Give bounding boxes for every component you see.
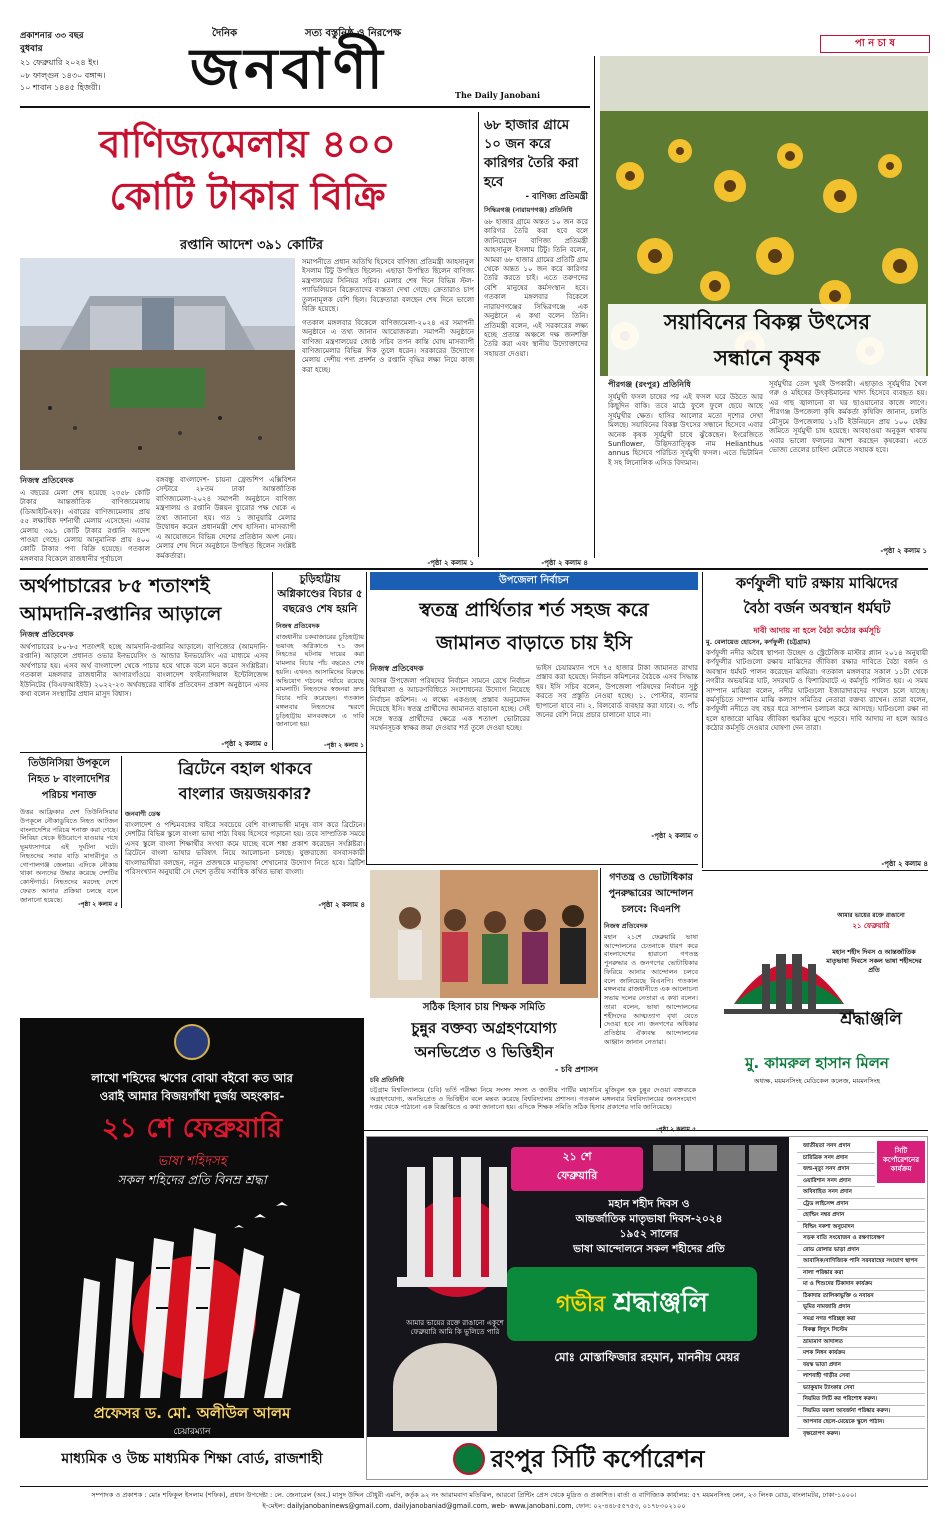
service-item: হোল্ডিং নম্বর প্রদান bbox=[797, 1210, 925, 1222]
lead-body-col3: সমাপনীতে প্রধান অতিথি হিসেবে বাণিজ্য প্রতিমন্ত্রী আহসানুল ইসলাম টিটু উপস্থিত ছিলেন। এছাড়া উপস্থিত ছিলেন বাণিজ্য মন্ত্রণালয়ের সিনিয়র সচিব। মেলার শেষ দিনে বিভিন্ন স্টল-প্যাভিলিয়নে বিক্রেতাদের ব্যস্ততা দেখা গেছে। ক্রেতারাও চাপ তুলনামূলক বেশি ছিল। বিক্রেতারা বলছেন শেষ দিনে ভালো বিক্রি হয়েছে। গতকাল মঙ্গলবার বিকেলে বাণিজ্যমেলা-২০২৪ এর সমাপনী অনুষ্ঠানে এ তথ্য জানান আয়োজকরা। সমাপনী অনুষ্ঠানে বাণিজ্য মন্ত্রণালয়ের জ্যেষ্ঠ সচিব তপন কান্তি ঘোষ মাসব্যাপী বাণিজ্যমেলার বিভিন্ন দিক তুলে ধরেন। সরকারের উদ্যোগে মেলায় দেশীয় পণ্য প্রদর্শন ও রপ্তানি বৃদ্ধির লক্ষ্য নিয়ে কাজ করা হচ্ছে। bbox=[302, 258, 474, 374]
service-item: রোড রোলার ভাড়া প্রদান bbox=[797, 1245, 925, 1257]
farm-headline[interactable] bbox=[608, 304, 926, 378]
election-tag: উপজেলা নির্বাচন bbox=[370, 572, 698, 590]
board-line2: ওরাই আমার বিজয়গাঁথা দুর্জয় অহংকার- bbox=[99, 1089, 285, 1103]
board-role: চেয়ারম্যান bbox=[173, 1427, 211, 1437]
service-item: নিয়মিত ময়লা আবর্জনা পরিষ্কার করুন। bbox=[797, 1406, 925, 1418]
teacher-body: চট্টগ্রাম বিশ্ববিদ্যালয়ে (চবি) ভর্তি পরীক্ষা নিয়ে সংসদ সদস্য ও জাতীয় পার্টির মহাসচিব মুজিবুল হক চুন্নুর দেওয়া বক্তব্যকে অগ্রহণযোগ্য, অনভিপ্রেত ও ভিত্তিহীন বলে মন্তব্য করেছে বিশ্ববিদ্যালয় প্রশাসন। গতকাল মঙ্গলবার বিশ্ববিদ্যালয়ের জনসংযোগ দপ্তর থেকে পাঠানো এক বিজ্ঞপ্তিতে এ কথা জানানো হয়। এদিকে শিক্ষক সমিতি সঠিক হিসাব প্রকাশের দাবি জানিয়েছে। bbox=[370, 1085, 696, 1112]
fair-photo bbox=[20, 258, 295, 470]
ad-memorial-name: মু. কামরুল হাসান মিলন bbox=[745, 1054, 889, 1072]
tunisia-continued[interactable]: -পৃষ্ঠা ২ কলাম ৫ bbox=[77, 901, 118, 908]
date-hijri: ১০ শাবান ১৪৪৫ হিজরী। bbox=[20, 82, 101, 92]
monument-illustration bbox=[44, 1198, 340, 1398]
training-continued[interactable]: -পৃষ্ঠা ২ কলাম ৪ bbox=[541, 559, 588, 567]
service-item: মশক নিধন কার্যক্রম bbox=[797, 1348, 925, 1360]
ad-memorial-top: আমার ভায়ের রক্তে রাঙানো bbox=[837, 912, 905, 919]
service-item: চারিত্রিক সনদ প্রদান bbox=[797, 1153, 875, 1165]
karnaphuli-continued[interactable]: -পৃষ্ঠা ২ কলাম ৪ bbox=[881, 860, 928, 868]
rangpur-service-list bbox=[797, 1141, 925, 1452]
footer-imprint: সম্পাদক ও প্রকাশক : মোঃ শফিকুল ইসলাম (শফিক), প্রধান উপদেষ্টা : লে. জেনারেল (অব.) মাসুদ উদ্দিন চৌধুরী এমপি, কর্তৃক ৯২ নং আরামবাগ মতিঝিল, আরবো প্রিন্টিং প্রেস থেকে মুদ্রিত ও প্রকাশিত। বার্তা ও বাণিজ্যিক কার্যালয়: ৫৭ ময়মনসিংহ লেন, ২৩ লিংক রোড, বাংলামটর, ঢাকা-১০০০। bbox=[91, 1491, 857, 1499]
rangpur-services-box bbox=[793, 1137, 927, 1437]
section-tag: পা ন চা ষ bbox=[820, 35, 930, 53]
teacher-body-block bbox=[370, 1076, 696, 1124]
service-item: আপনার ছেলে-মেয়েকে স্কুলে পাঠান। bbox=[797, 1417, 925, 1429]
mayor-portrait bbox=[393, 1343, 497, 1431]
board-sub1: ভাষা শহিদসহ bbox=[157, 1154, 227, 1169]
bnp-body: মহান ২১শে ফেব্রুয়ারি ভাষা আন্দোলনের চেতনাকে ধারণ করে বাংলাদেশের হারানো গণতন্ত্র পুনরুদ্ধার ও জনগণের ভোটাধিকার ফিরিয়ে আনার আন্দোলন চলবে বলে জানিয়েছে বিএনপি। গতকাল মঙ্গলবার রাজধানীতে এক আলোচনা সভায় দলের নেতারা এ কথা বলেন। তারা বলেন, ভাষা আন্দোলনের শহীদদের আত্মত্যাগ বৃথা যেতে দেওয়া হবে না। জনগণের অধিকার প্রতিষ্ঠায় ঐক্যবদ্ধ আন্দোলনের আহ্বান জানান নেতারা। bbox=[604, 932, 698, 1046]
weekday: বুধবার bbox=[20, 44, 43, 55]
training-body: ৬৮ হাজার গ্রামে অন্তত ১০ জন করে কারিগর তৈরি করা হবে বলে জানিয়েছেন বাণিজ্য প্রতিমন্ত্রী আহসানুল ইসলাম টিটু। তিনি বলেন, আমরা ৬৮ হাজার গ্রামের প্রতিটি গ্রাম থেকে অন্তত ১০ জন করে কারিগর তৈরি করতে চাই। এতে তরুণদের বেশি মানুষের কর্মসংস্থান হবে। গতকাল মঙ্গলবার বিকেলে নারায়ণগঞ্জের সিদ্ধিরগঞ্জে এক অনুষ্ঠানে এ কথা বলেন তিনি। প্রতিমন্ত্রী বলেন, এই সরকারের লক্ষ্য হচ্ছে প্রত্যন্ত অঞ্চলে দক্ষ জনশক্তি তৈরি করা এবং স্থানীয় উদ্যোক্তাদের সহায়তা দেওয়া। bbox=[484, 217, 588, 358]
service-item: সড়ক বাতি সংযোজন ও রক্ষণাবেক্ষণ bbox=[797, 1233, 925, 1245]
import-byline: নিজস্ব প্রতিবেদক bbox=[20, 630, 74, 639]
service-item: লাশবাহী গাড়ীর সেবা bbox=[797, 1371, 925, 1383]
lead-headline[interactable] bbox=[20, 118, 475, 228]
britain-headline[interactable]: ব্রিটেনে বহাল থাকবে বাংলার জয়জয়কার? bbox=[178, 759, 312, 803]
rangpur-mayor: মোঃ মোস্তাফিজার রহমান, মাননীয় মেয়র bbox=[554, 1350, 740, 1364]
farm-byline: পীরগঞ্জ (রংপুর) প্রতিনিধি bbox=[608, 380, 691, 389]
training-byline: সিদ্ধিরগঞ্জ (নারায়ণগঞ্জ) প্রতিনিধি bbox=[484, 206, 573, 214]
farm-headline-line1: সয়াবিনের বিকল্প উৎসের bbox=[664, 310, 870, 334]
service-item: ঠিকাদার তালিকাভুক্তি ও নবায়ন bbox=[797, 1291, 925, 1303]
teacher-photo bbox=[370, 870, 598, 998]
import-body: অর্থপাচারের ৮০-৮৫ শতাংশই হচ্ছে আমদানি-রপ্তানির আড়ালে। বাণিজ্যের (আমদানি-রপ্তানি) আড়ালে প্রধানত ওভার ইনভয়েসিং ও আন্ডার ইনভয়েসিং এর মাধ্যমে এসব অর্থপাচার হয়। এসব অর্থ বাংলাদেশ থেকে পাচার হয়ে থাকে বলে মনে করেন সংশ্লিষ্টরা। গতকাল মঙ্গলবার রাজধানীর আগারগাঁওয়ে বাংলাদেশ ফাইন্যান্সিয়াল ইন্টেলিজেন্স ইউনিটের (বিএফআইইউ) ২০২২-২৩ অর্থবছরের বার্ষিক প্রতিবেদন প্রকাশ অনুষ্ঠানে এসব কথা বলেন সংস্থাটির প্রধান মাসুদ বিশ্বাস। bbox=[20, 642, 268, 698]
ad-memorial[interactable] bbox=[706, 874, 928, 1134]
import-body-block bbox=[20, 630, 268, 738]
election-body-col1: নিজস্ব প্রতিবেদক আসন্ন উপজেলা পরিষদের নির্বাচন সামনে রেখে নির্বাচন বিধিমালা ও আচরণবিধিতে সংশোধনের উদ্যোগ নিয়েছে নির্বাচন কমিশন। এ লক্ষ্যে একগুচ্ছ প্রস্তাব অনুমোদন দিয়েছে ইসি। স্বতন্ত্র প্রার্থীদের জামানত বাড়ানো হচ্ছে। সেই সঙ্গে স্বতন্ত্র প্রার্থীদের ক্ষেত্রে এক শতাংশ ভোটারের সমর্থনসূচক স্বাক্ষর জমা দেওয়ার শর্ত তুলে দেওয়া হচ্ছে। bbox=[370, 664, 530, 732]
board-name: প্রফেসর ড. মো. অলীউল আলম bbox=[93, 1404, 291, 1422]
service-item: বিল্ডিং নকশা অনুমোদন bbox=[797, 1222, 925, 1234]
service-item: মা ও শিশুদের টিকাদান কার্যক্রম bbox=[797, 1279, 925, 1291]
britain-body-block bbox=[125, 810, 365, 900]
service-item: ভ্যাকুয়াম ট্যাংকার সেবা bbox=[797, 1383, 925, 1395]
lead-continued[interactable]: -পৃষ্ঠা ২ কলাম ১ bbox=[427, 559, 474, 567]
import-continued[interactable]: -পৃষ্ঠা ২ কলাম ৫ bbox=[221, 740, 268, 748]
bnp-headline[interactable]: গণতন্ত্র ও ভোটাধিকার পুনরুদ্ধারের আন্দোলন চলবে: বিএনপি bbox=[608, 872, 694, 915]
dateline bbox=[20, 30, 185, 100]
lead-subhead: রপ্তানি আদেশ ৩৯১ কোটির bbox=[180, 238, 323, 253]
dainik: দৈনিক bbox=[212, 28, 238, 39]
ad-rangpur-city[interactable] bbox=[366, 1136, 928, 1480]
rangpur-box-title: সিটি কর্পোরেশনের কার্যক্রম bbox=[877, 1141, 925, 1183]
board-logo bbox=[174, 1024, 210, 1060]
board-line1: লাখো শহিদের ঋণের বোঝা বইবো কত আর bbox=[91, 1071, 293, 1085]
fair-building-illustration bbox=[20, 258, 295, 470]
date-bn: ০৮ ফাল্গুন ১৪৩০ বঙ্গাব্দ। bbox=[20, 70, 106, 80]
service-item: নিয়মিত সিটি কর পরিশোধ করুন। bbox=[797, 1394, 925, 1406]
ad-memorial-date: ২১ ফেব্রুয়ারি bbox=[852, 922, 890, 930]
rangpur-portraits bbox=[653, 1145, 785, 1195]
rangpur-corp-logo bbox=[453, 1443, 485, 1475]
ad-education-board[interactable] bbox=[20, 1018, 364, 1480]
bnp-body-block bbox=[604, 922, 698, 1046]
lead-body-col1: এ বছরের মেলা শেষ হয়েছে ২৩৫৮ কোটি টাকার আন্তর্জাতিক বাণিজ্যমেলায় (ডিআইটিএফ)। এবারের বাণিজ্যমেলায় প্রায় ৫৫ লক্ষাধিক দর্শনার্থী মেলায় এসেছেন। এবার মেলায় ৩৯১ কোটি টাকার রপ্তানি আদেশ পাওয়া গেছে। মেলায় আনুমানিক প্রায় ৪০০ কোটি টাকার পণ্য বিক্রি হয়েছে। গতকাল মঙ্গলবার বিকেলে রাজধানীর পূর্বাচলে bbox=[20, 488, 150, 563]
board-date: ২১ শে ফেব্রুয়ারি bbox=[101, 1113, 283, 1144]
service-item: ওয়ারিশান সনদ প্রদান bbox=[797, 1176, 875, 1188]
election-continued[interactable]: -পৃষ্ঠা ২ কলাম ৩ bbox=[651, 832, 698, 840]
service-item: জাতীয়তা সনদ প্রদান bbox=[797, 1141, 875, 1153]
bnp-byline: নিজস্ব প্রতিবেদক bbox=[604, 922, 648, 930]
britain-continued[interactable]: -পৃষ্ঠা ২ কলাম ৪ bbox=[318, 901, 365, 909]
britain-body: বাংলাদেশ ও পশ্চিমবঙ্গের বাইরে সবচেয়ে বেশি বাংলাভাষী মানুষ বাস করে ব্রিটেনে। দেশটির বিভিন্ন স্কুলে বাংলা ভাষা পাঠ্য বিষয় হিসেবে পড়ানো হয়। তবে সাম্প্রতিক সময়ে এসব স্কুলে বাংলা শিক্ষার্থীর সংখ্যা কমে যাচ্ছে বলে শঙ্কা প্রকাশ করেছেন সংশ্লিষ্টরা। ব্রিটেনে বাংলা ভাষার ভবিষ্যৎ নিয়ে আলোচনা চলছে। যুক্তরাজ্যে বসবাসকারী বাংলাভাষীরা বলছেন, নতুন প্রজন্মকে মাতৃভাষা শেখানোর উদ্যোগ নিতে হবে। ব্রিটিশ পরিসংখ্যান অনুযায়ী সে দেশে তৃতীয় সর্বাধিক কথিত ভাষা বাংলা। bbox=[125, 820, 365, 876]
ad-memorial-shraddha: শ্রদ্ধাঞ্জলি bbox=[840, 1009, 902, 1029]
karnaphuli-body-block bbox=[706, 638, 928, 858]
year-line: প্রকাশনার ৩৩ বছর bbox=[20, 31, 84, 41]
training-headline[interactable]: ৬৮ হাজার গ্রামে ১০ জন করে কারিগর তৈরি করা হবে bbox=[484, 118, 579, 190]
logo-text: জনবাণী bbox=[190, 36, 387, 102]
footer-contact: ই-মেইল: dailyjanobaninews@gmail.com, dailyjanobaniad@gmail.com, web- www.janobani.com, ফোন: ০২-৪৪৮৫৫৭৫৩, ০১৭৮৩০২১০০ bbox=[262, 1501, 686, 1510]
rangpur-verse: আমার ভায়ের রক্তে রাঙানো একুশে ফেব্রুয়ারি আমি কি ভুলিতে পারি bbox=[406, 1319, 504, 1337]
lead-body-col2: বঙ্গবন্ধু বাংলাদেশ- চায়না ফ্রেন্ডশিপ এক্সিবিশন সেন্টারে ২৮তম ঢাকা আন্তর্জাতিক বাণিজ্যমেলা-২০২৪ সমাপনী অনুষ্ঠানে বাণিজ্য মন্ত্রণালয় ও রপ্তানি উন্নয়ন ব্যুরোর পক্ষ থেকে এ তথ্য জানানো হয়। গত ১ জানুয়ারি মেলার উদ্বোধন করেন প্রধানমন্ত্রী শেখ হাসিনা। মাসব্যাপী এ আয়োজনে বিভিন্ন দেশের প্রতিষ্ঠান অংশ নেয়। মেলার শেষ দিনে অনুষ্ঠানে উপস্থিত ছিলেন সংশ্লিষ্ট কর্মকর্তারা। bbox=[156, 476, 296, 560]
karnaphuli-byline: মু. বেলায়েত হোসেন, কর্ণফুলী (চট্টগ্রাম) bbox=[706, 638, 811, 646]
lead-headline-line1: বাণিজ্যমেলায় ৪০০ bbox=[99, 121, 396, 166]
service-item: নালা পরিষ্কার করা bbox=[797, 1268, 925, 1280]
election-headline[interactable] bbox=[370, 594, 698, 660]
rangpur-date-box: ২১ শে ফেব্রুয়ারি bbox=[511, 1147, 643, 1191]
karnaphuli-subhead: দাবী আদায় না হলে বৈঠা কঠোর কর্মসূচি bbox=[753, 626, 881, 635]
rangpur-banner bbox=[367, 1137, 789, 1437]
rangpur-shraddha: গভীর শ্রদ্ধাঞ্জলি bbox=[507, 1267, 757, 1341]
lead-byline: নিজস্ব প্রতিবেদক bbox=[20, 476, 74, 485]
election-headline-line1: স্বতন্ত্র প্রার্থিতার শর্ত সহজ করে bbox=[419, 599, 649, 621]
import-headline-line1: অর্থপাচারের ৮৫ শতাংশই bbox=[20, 575, 210, 597]
ad-memorial-title: অধ্যক্ষ, ময়মনসিংহ মেডিকেল কলেজ, ময়মনসিংহ bbox=[753, 1077, 881, 1085]
chur-byline: নিজস্ব প্রতিবেদক bbox=[276, 622, 320, 630]
import-headline[interactable] bbox=[20, 572, 270, 628]
teacher-source: - চবি প্রশাসন bbox=[554, 1065, 598, 1074]
training-body-block bbox=[484, 206, 588, 556]
teacher-byline: চবি প্রতিনিধি bbox=[370, 1076, 405, 1084]
lead-headline-line2: কোটি টাকার বিক্রি bbox=[109, 173, 386, 218]
rangpur-corp-bar bbox=[367, 1439, 927, 1479]
service-item: আবাসিক/বাণিজ্যিক পানি সরবরাহের সংযোগ স্থাপন bbox=[797, 1256, 925, 1268]
service-item: ট্রেড লাইসেন্স প্রদান bbox=[797, 1199, 925, 1211]
service-item: সমগ্র নগর পরিচ্ছন্ন করা bbox=[797, 1314, 925, 1326]
board-org: মাধ্যমিক ও উচ্চ মাধ্যমিক শিক্ষা বোর্ড, রাজশাহী bbox=[20, 1438, 364, 1480]
farm-body-col1: পীরগঞ্জ (রংপুর) প্রতিনিধি সূর্যমুখী ফসল চাষের পর এই ফসল ঘরে উঠতে আর কিছুদিন বাকি। তবে মাঠে ফুলে ফুলে ছেয়ে আছে সূর্যমুখীর ক্ষেত। হাসির আলোর মতো দৃশ্যের দেখা মিলছে। সয়াবিনের বিকল্প উৎসের সন্ধানে হিসেবে এবার অনেক কৃষক সূর্যমুখী চাষে ঝুঁকেছেন। ইংরেজিতে Sunflower, উদ্ভিদতাত্ত্বিক নাম Helianthus annus হিসেবে পরিচিত সূর্যমুখী ফসল। এতে ভিটামিন ই সহ লিনোলিক এসিড বিদ্যমান। bbox=[608, 380, 763, 467]
chur-body: রাজধানীর চকবাজারের চুড়িহাট্টায় ভয়াবহ অগ্নিকাণ্ডে ৭১ জন নিহতের ঘটনায় দায়ের করা মামলার বিচার পাঁচ বছরেও শেষ হয়নি। এখনও আসামিদের বিরুদ্ধে অভিযোগ গঠনের পর্যায়ে রয়েছে মামলাটি। নিহতদের স্বজনরা দ্রুত বিচার দাবি করেছেন। গতকাল মঙ্গলবার নিহতদের স্মরণে চুড়িহাট্টায় মানববন্ধনে এ দাবি জানানো হয়। bbox=[276, 632, 364, 729]
teacher-headline[interactable]: চুন্নুর বক্তব্য অগ্রহণযোগ্য অনভিপ্রেত ও ভিত্তিহীন bbox=[411, 1019, 557, 1061]
service-item: বয়স্ক ভাতা প্রদান bbox=[797, 1360, 925, 1372]
karnaphuli-headline[interactable]: কর্ণফুলী ঘাট রক্ষায় মাঝিদের বৈঠা বর্জন অবস্থান ধর্মঘট bbox=[736, 576, 898, 617]
chur-continued[interactable]: -পৃষ্ঠা ২ কলাম ১ bbox=[323, 742, 364, 749]
farm-body-col2: সূর্যমুখীর তেল খুবই উপকারী। এছাড়াও সূর্যমুখীর খৈল গরু ও মহিষের উৎকৃষ্টমানের খাদ্য হিসেবে ব্যবহৃত হয়। এর গাছ জ্বালানো বা ঘর ছাওয়ানোর কাজে লাগে। পীরগঞ্জ উপজেলা কৃষি কর্মকর্তা কৃষিবিদ জানান, চলতি মৌসুমে উপজেলায় ১২টি ইউনিয়নে প্রায় ১০০ হেক্টর জমিতে সূর্যমুখী চাষ হয়েছে। আবহাওয়া অনুকূল থাকায় এবার ভালো ফলনের আশা করছেন কৃষকেরা। এতে ভোজ্য তেলের চাহিদা মেটাতে সহায়ক হবে। bbox=[769, 380, 927, 455]
karnaphuli-body: কর্ণফুলী নদীর অবৈধ স্থাপনা উচ্ছেদ ও স্ট্রেটেজিক মাস্টার প্ল্যান ২০১৪ অনুযায়ী কর্ণফুলীর ঘাটগুলো রক্ষায় মাঝিদের জীবিকা রক্ষার দাবিতে বৈঠা বর্জন ও অবস্থান ধর্মঘট পালন করেছেন মাঝিরা। গতকাল মঙ্গলবার সকাল ১১টা থেকে নগরীর অভয়মিত্র ঘাট, সদরঘাট ও ফিশারিঘাটে এ কর্মসূচি পালিত হয়। এ সময় সাম্পান মাঝিরা বলেন, নদীর ঘাটগুলো ইজারাদারদের দখলে চলে যাচ্ছে। কর্মসূচিতে সাম্পান মাঝি কল্যাণ সমিতির নেতারা বক্তব্য রাখেন। তারা বলেন, কর্ণফুলী নদীতে বহু বছর ধরে সাম্পান চলাচল করে আসছে। ঘাটগুলো রক্ষা না হলে হাজারো মাঝির জীবিকা হুমকির মুখে পড়বে। দাবি আদায় না হলে আরও কঠোর কর্মসূচি দেওয়ার ঘোষণা দেন তারা। bbox=[706, 648, 928, 733]
teacher-caption: সঠিক হিসাব চায় শিক্ষক সমিতি bbox=[422, 1002, 546, 1013]
group-photo-illustration bbox=[370, 870, 598, 998]
lead-byline-block bbox=[20, 476, 150, 563]
ad-memorial-mid: মহান শহীদ দিবস ও আন্তর্জাতিক মাতৃভাষা দিবসে সকল ভাষা শহীদদের প্রতি bbox=[826, 948, 922, 975]
service-item: জন্ম-মৃত্যু সনদ প্রদান bbox=[797, 1164, 875, 1176]
election-headline-line2: জামানত বাড়াতে চায় ইসি bbox=[436, 632, 632, 654]
election-body-col2: ভাইস চেয়ারম্যান পদে ৭৫ হাজার টাকা জামানত রাখার প্রস্তাব করা হয়েছে। নির্বাচন কমিশনের বৈঠকে এসব সিদ্ধান্ত হয়। ইসি সচিব বলেন, উপজেলা পরিষদের নির্বাচন সুষ্ঠু করতে সব প্রস্তুতি নেওয়া হচ্ছে। ১. পোস্টার, ব্যানার ছাপানো যাবে না। ২. বিলবোর্ড ব্যবহার করা যাবে। ৩. পাঁচ জনের বেশি নিয়ে প্রচার চালানো যাবে না। bbox=[536, 664, 698, 720]
tunisia-headline[interactable]: তিউনিসিয়া উপকূলে নিহত ৮ বাংলাদেশির পরিচয় শনাক্ত bbox=[28, 758, 110, 801]
logo-english: The Daily Janobani bbox=[455, 90, 541, 100]
election-byline: নিজস্ব প্রতিবেদক bbox=[370, 664, 424, 673]
rangpur-corp-name: রংপুর সিটি কর্পোরেশন bbox=[491, 1445, 705, 1473]
footer bbox=[20, 1490, 928, 1524]
board-sub2: সকল শহিদের প্রতি বিনম্র শ্রদ্ধা bbox=[117, 1172, 267, 1187]
training-source: - বাণিজ্য প্রতিমন্ত্রী bbox=[525, 192, 588, 202]
service-item: অবিবাহিত সনদ প্রদান bbox=[797, 1187, 925, 1199]
tunisia-body: উত্তর আফ্রিকার দেশ তিউনিসিয়ার উপকূলে নৌকাডুবিতে নিহত আটজন বাংলাদেশির পরিচয় শনাক্ত করা গেছে। লিবিয়া থেকে ইউরোপে যাওয়ার পথে ভূমধ্যসাগরে এই দুর্ঘটনা ঘটে। নিহতদের সবার বাড়ি মাদারীপুর ও গোপালগঞ্জ জেলায়। এদিকে নৌকায় থাকা অন্যদের উদ্ধার করেছে দেশটির কোস্টগার্ড। নিহতদের মরদেহ দেশে ফেরত আনার প্রক্রিয়া চলছে বলে জানানো হয়েছে। bbox=[20, 808, 118, 904]
rangpur-mid: মহান শহীদ দিবস ও আন্তর্জাতিক মাতৃভাষা দিবস-২০২৪ ১৯৫২ সালের ভাষা আন্দোলনে সকল শহীদের প্রতি bbox=[573, 1198, 725, 1255]
britain-byline: জনবাণী ডেস্ক bbox=[125, 810, 161, 818]
chur-body-block bbox=[276, 622, 364, 740]
farm-headline-line2: সন্ধানে কৃষক bbox=[714, 346, 820, 370]
farm-continued[interactable]: -পৃষ্ঠা ২ কলাম ১ bbox=[880, 547, 927, 555]
service-item: বৃক্ষরোপণ করুন। bbox=[797, 1429, 925, 1441]
import-headline-line2: আমদানি-রপ্তানির আড়ালে bbox=[20, 603, 222, 625]
date-en: ২১ ফেব্রুয়ারি ২০২৪ ইং। bbox=[20, 58, 99, 68]
service-item: ভ্রাম্যমাণ আদালত bbox=[797, 1337, 925, 1349]
service-item: ভূমির নামজারি প্রদান bbox=[797, 1302, 925, 1314]
tagline: সত্য বস্তুনিষ্ঠ ও নিরপেক্ষ bbox=[305, 28, 402, 39]
chur-headline[interactable]: চুড়িহাট্টায় অগ্নিকাণ্ডের বিচার ৫ বছরেও শেষ হয়নি bbox=[277, 573, 363, 615]
service-item: বিকল্প বিদ্যুৎ সিস্টেম bbox=[797, 1325, 925, 1337]
